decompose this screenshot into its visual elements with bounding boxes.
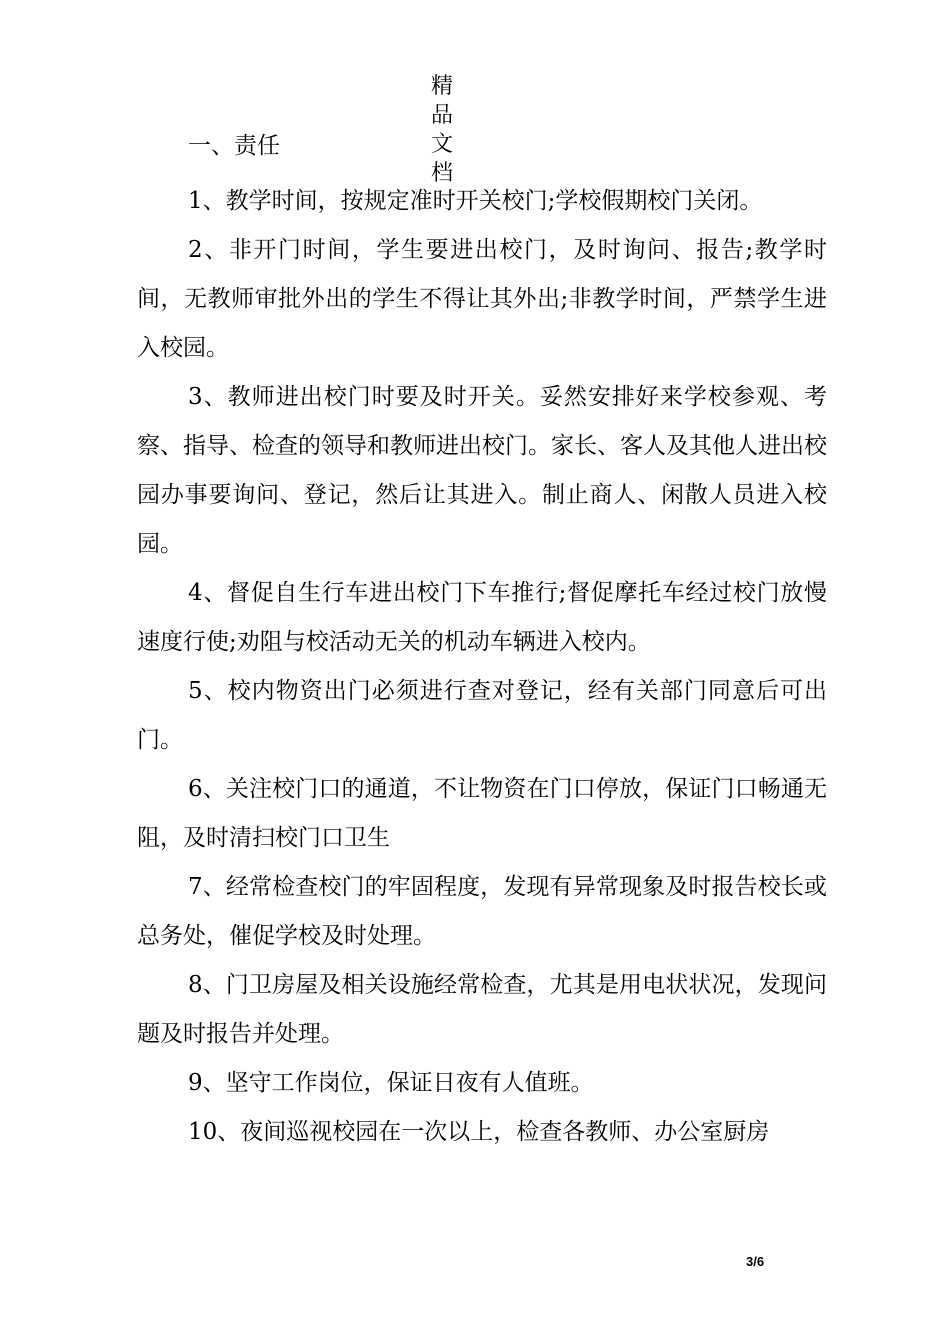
paragraph: 3、教师进出校门时要及时开关。妥然安排好来学校参观、考察、指导、检查的领导和教师进出校门。家长、客人及其他人进出校园办事要询问、登记，然后让其进入。制止商人、闲散人员进入校园。 xyxy=(137,384,827,557)
header-char: 精 xyxy=(430,74,453,99)
paragraph: 8、门卫房屋及相关设施经常检查，尤其是用电状状况，发现问题及时报告并处理。 xyxy=(137,972,827,1047)
header-char: 品 xyxy=(430,103,453,128)
header-char: 文 xyxy=(430,132,453,157)
paragraph: 5、校内物资出门必须进行查对登记，经有关部门同意后可出门。 xyxy=(137,678,827,753)
paragraph: 4、督促自生行车进出校门下车推行;督促摩托车经过校门放慢速度行使;劝阻与校活动无关的机动车辆进入校内。 xyxy=(137,580,827,655)
paragraph: 7、经常检查校门的牢固程度，发现有异常现象及时报告校长或总务处，催促学校及时处理。 xyxy=(137,874,827,949)
paragraph: 1、教学时间，按规定准时开关校门;学校假期校门关闭。 xyxy=(188,188,763,214)
header-watermark xyxy=(428,72,456,188)
paragraph: 2、非开门时间，学生要进出校门，及时询问、报告;教学时间，无教师审批外出的学生不得让其外出;非教学时间，严禁学生进入校园。 xyxy=(137,237,827,361)
paragraph: 9、坚守工作岗位，保证日夜有人值班。 xyxy=(188,1070,594,1096)
paragraph: 6、关注校门口的通道，不让物资在门口停放，保证门口畅通无阻，及时清扫校门口卫生 xyxy=(137,776,827,851)
section-title: 一、责任 xyxy=(188,133,280,159)
document-body xyxy=(137,177,827,1157)
paragraph: 10、夜间巡视校园在一次以上，检查各教师、办公室厨房 xyxy=(188,1119,770,1145)
header-char: 档 xyxy=(430,161,453,186)
page-number: 3/6 xyxy=(746,1254,765,1269)
